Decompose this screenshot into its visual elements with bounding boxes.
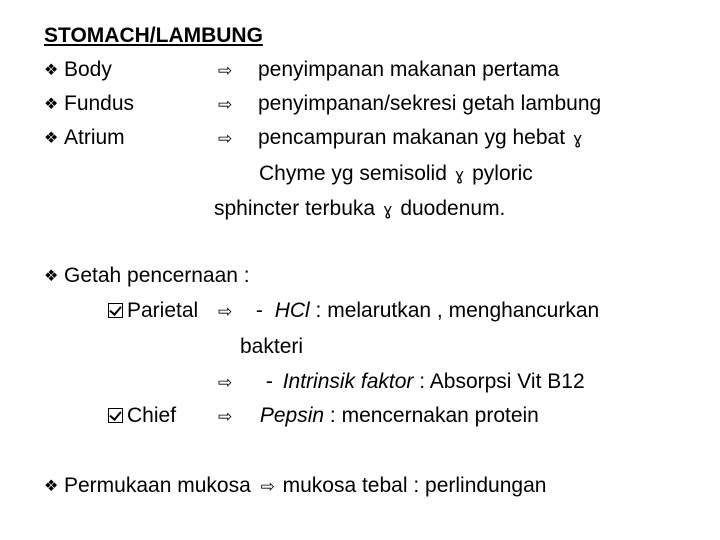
gastric-heading-text: Getah pencernaan : bbox=[64, 264, 250, 287]
gastric-heading bbox=[44, 264, 250, 289]
part-name-fundus bbox=[44, 92, 134, 117]
arrow-icon: ⇨ bbox=[218, 302, 233, 321]
part-name-text: Body bbox=[64, 58, 112, 81]
chief-pepsin bbox=[218, 404, 539, 429]
mucosa-line bbox=[44, 474, 546, 499]
cell-label-text: Chief bbox=[127, 404, 177, 427]
pepsin-term: Pepsin bbox=[259, 404, 325, 427]
part-name-text: Atrium bbox=[64, 126, 125, 149]
parietal-if bbox=[218, 370, 585, 395]
checkbox-checked-icon bbox=[108, 408, 123, 423]
hcl-term: HCl bbox=[274, 299, 310, 322]
dash-text: - bbox=[255, 299, 263, 322]
part-desc-body bbox=[218, 58, 559, 83]
then-symbol-icon: ɣ bbox=[572, 129, 583, 148]
part-name-body bbox=[44, 58, 112, 83]
diamond-bullet-icon: ❖ bbox=[44, 96, 59, 113]
checkbox-checked-icon bbox=[108, 303, 123, 318]
part-desc-text: penyimpanan makanan pertama bbox=[258, 58, 560, 81]
part-name-text: Fundus bbox=[64, 92, 135, 115]
atrium-cont-text: sphincter terbuka bbox=[214, 197, 376, 220]
then-symbol-icon: ɣ bbox=[454, 165, 465, 184]
parietal-hcl bbox=[218, 299, 599, 324]
atrium-cont-line2 bbox=[259, 162, 533, 187]
part-desc-atrium bbox=[218, 126, 584, 151]
page-title: STOMACH/LAMBUNG bbox=[44, 24, 263, 47]
dash-text: - bbox=[265, 370, 273, 393]
arrow-icon: ⇨ bbox=[218, 129, 233, 148]
part-desc-fundus bbox=[218, 92, 601, 117]
parietal-label bbox=[108, 299, 198, 323]
arrow-icon: ⇨ bbox=[218, 407, 233, 426]
intrinsic-factor-desc: : Absorpsi Vit B12 bbox=[419, 370, 585, 393]
mucosa-desc: mukosa tebal : perlindungan bbox=[282, 474, 547, 497]
atrium-cont-text: duodenum. bbox=[400, 197, 506, 220]
diamond-bullet-icon: ❖ bbox=[44, 268, 59, 285]
part-desc-text: pencampuran makanan yg hebat bbox=[258, 126, 566, 149]
cell-label-text: Parietal bbox=[127, 299, 199, 322]
parietal-hcl-cont: bakteri bbox=[240, 335, 304, 358]
part-desc-text: penyimpanan/sekresi getah lambung bbox=[258, 92, 602, 115]
chief-label bbox=[108, 404, 176, 428]
diamond-bullet-icon: ❖ bbox=[44, 478, 59, 495]
arrow-icon: ⇨ bbox=[218, 373, 233, 392]
diamond-bullet-icon: ❖ bbox=[44, 130, 59, 147]
arrow-icon: ⇨ bbox=[260, 477, 275, 496]
mucosa-label: Permukaan mukosa bbox=[64, 474, 251, 497]
atrium-cont-text: pyloric bbox=[472, 162, 533, 185]
diamond-bullet-icon: ❖ bbox=[44, 62, 59, 79]
atrium-cont-text: Chyme yg semisolid bbox=[259, 162, 447, 185]
pepsin-desc: : mencernakan protein bbox=[329, 404, 539, 427]
atrium-cont-line3 bbox=[214, 197, 505, 222]
arrow-icon: ⇨ bbox=[218, 61, 233, 80]
hcl-desc: : melarutkan , menghancurkan bbox=[315, 299, 600, 322]
then-symbol-icon: ɣ bbox=[382, 200, 393, 219]
intrinsic-factor-term: Intrinsik faktor bbox=[282, 370, 414, 393]
arrow-icon: ⇨ bbox=[218, 95, 233, 114]
part-name-atrium bbox=[44, 126, 125, 151]
